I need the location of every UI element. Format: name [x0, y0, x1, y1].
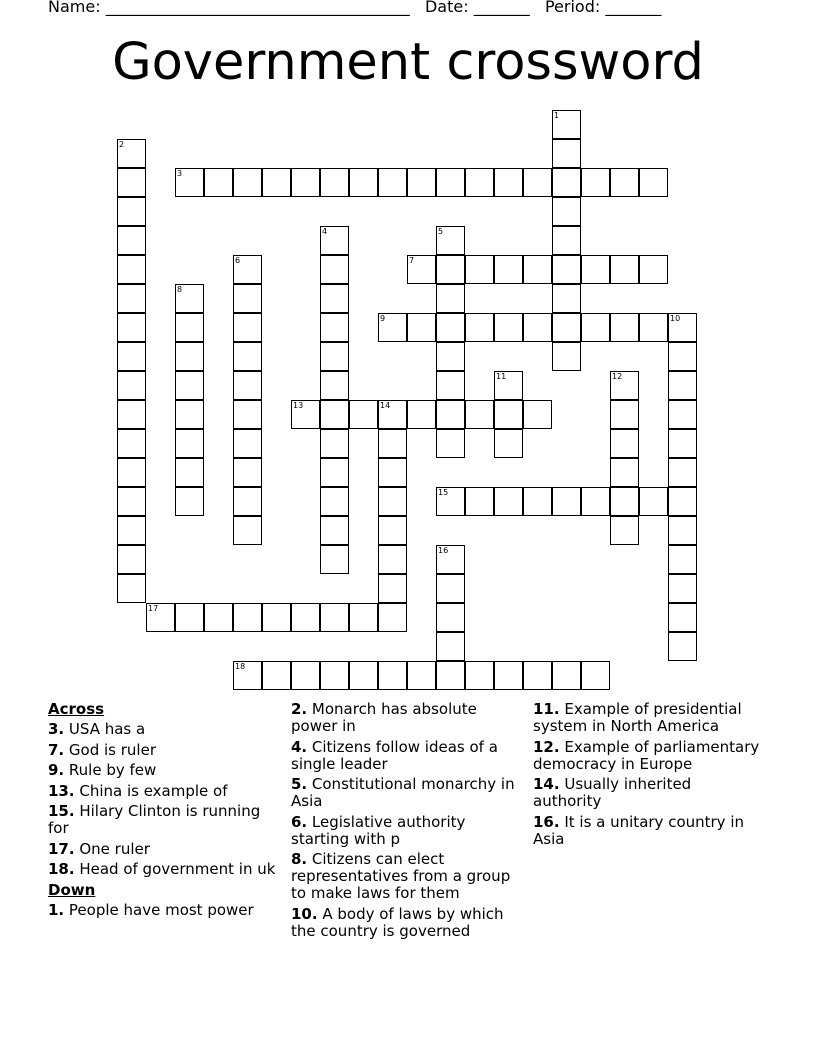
crossword-cell[interactable]: [552, 284, 581, 313]
crossword-cell[interactable]: [668, 429, 697, 458]
clue-number-label: 12.: [533, 737, 560, 756]
clue-item: [291, 776, 526, 810]
clue-text: People have most power: [64, 900, 254, 919]
crossword-cell[interactable]: [552, 197, 581, 226]
crossword-cell[interactable]: [523, 313, 552, 342]
clue-number-label: 2.: [291, 700, 308, 718]
clue-number-label: 10.: [291, 904, 318, 923]
date-line[interactable]: _______: [473, 0, 530, 16]
crossword-cell[interactable]: [610, 487, 639, 516]
crossword-cell[interactable]: [349, 168, 378, 197]
crossword-cell[interactable]: [320, 487, 349, 516]
crossword-cell[interactable]: [262, 661, 291, 690]
crossword-cell[interactable]: [610, 168, 639, 197]
crossword-cell[interactable]: [494, 429, 523, 458]
crossword-cell[interactable]: [117, 284, 146, 313]
crossword-cell[interactable]: [407, 400, 436, 429]
crossword-cell[interactable]: [349, 400, 378, 429]
crossword-cell[interactable]: [233, 342, 262, 371]
crossword-cell[interactable]: [320, 371, 349, 400]
clue-item: [48, 803, 278, 837]
clue-column-2: [291, 701, 526, 943]
crossword-cell[interactable]: [117, 139, 146, 168]
crossword-cell[interactable]: [175, 400, 204, 429]
crossword-cell[interactable]: [320, 429, 349, 458]
crossword-cell[interactable]: [552, 139, 581, 168]
crossword-cell[interactable]: [117, 574, 146, 603]
crossword-cell[interactable]: [581, 168, 610, 197]
clue-text: Rule by few: [64, 761, 157, 779]
clue-number: 2: [119, 140, 125, 149]
crossword-cell[interactable]: [378, 603, 407, 632]
crossword-cell[interactable]: [494, 255, 523, 284]
crossword-cell[interactable]: [204, 168, 233, 197]
crossword-cell[interactable]: [552, 110, 581, 139]
crossword-cell[interactable]: [175, 284, 204, 313]
clue-item: [291, 814, 526, 848]
crossword-cell[interactable]: [378, 545, 407, 574]
clue-number-label: 1.: [48, 900, 65, 919]
crossword-cell[interactable]: [349, 661, 378, 690]
crossword-cell[interactable]: [378, 487, 407, 516]
crossword-cell[interactable]: [320, 458, 349, 487]
crossword-cell[interactable]: [668, 487, 697, 516]
crossword-cell[interactable]: [436, 168, 465, 197]
crossword-cell[interactable]: [610, 400, 639, 429]
clue-text: A body of laws by which the country is governed: [291, 904, 504, 940]
clue-text: Citizens follow ideas of a single leader: [291, 737, 498, 773]
crossword-cell[interactable]: [407, 313, 436, 342]
clue-item: [291, 701, 526, 735]
crossword-cell[interactable]: [175, 487, 204, 516]
down-heading: Down: [48, 880, 96, 899]
clue-text: It is a unitary country in Asia: [533, 812, 745, 848]
crossword-cell[interactable]: [175, 429, 204, 458]
clue-number-label: 17.: [48, 839, 75, 858]
crossword-cell[interactable]: [610, 255, 639, 284]
crossword-cell[interactable]: [233, 603, 262, 632]
crossword-cell[interactable]: [436, 661, 465, 690]
name-label: Name:: [48, 0, 101, 16]
crossword-cell[interactable]: [291, 603, 320, 632]
crossword-cell[interactable]: [552, 342, 581, 371]
crossword-cell[interactable]: [436, 313, 465, 342]
crossword-cell[interactable]: [291, 400, 320, 429]
clue-text: Head of government in uk: [74, 860, 276, 878]
crossword-cell[interactable]: [465, 168, 494, 197]
crossword-cell[interactable]: [494, 168, 523, 197]
crossword-cell[interactable]: [552, 226, 581, 255]
clue-number-label: 11.: [533, 700, 560, 718]
clue-number-label: 4.: [291, 737, 308, 756]
crossword-cell[interactable]: [320, 516, 349, 545]
crossword-cell[interactable]: [117, 168, 146, 197]
crossword-cell[interactable]: [436, 226, 465, 255]
clue-number: 7: [409, 256, 415, 265]
crossword-cell[interactable]: [465, 255, 494, 284]
clue-text: Usually inherited authority: [533, 775, 692, 810]
crossword-cell[interactable]: [233, 429, 262, 458]
crossword-cell[interactable]: [378, 458, 407, 487]
crossword-cell[interactable]: [668, 574, 697, 603]
clue-number-label: 3.: [48, 720, 65, 738]
crossword-cell[interactable]: [233, 400, 262, 429]
clue-item: [48, 721, 278, 738]
crossword-cell[interactable]: [320, 313, 349, 342]
across-heading: Across: [48, 700, 105, 718]
crossword-cell[interactable]: [117, 226, 146, 255]
crossword-cell[interactable]: [494, 661, 523, 690]
crossword-cell[interactable]: [581, 313, 610, 342]
clue-item: [48, 742, 278, 759]
crossword-cell[interactable]: [117, 197, 146, 226]
clue-item: [48, 841, 278, 858]
crossword-cell[interactable]: [175, 313, 204, 342]
clue-number-label: 14.: [533, 775, 560, 793]
crossword-cell[interactable]: [117, 545, 146, 574]
crossword-cell[interactable]: [436, 429, 465, 458]
crossword-cell[interactable]: [117, 342, 146, 371]
crossword-cell[interactable]: [117, 371, 146, 400]
crossword-cell[interactable]: [233, 255, 262, 284]
clue-number-label: 6.: [291, 812, 308, 831]
crossword-cell[interactable]: [436, 574, 465, 603]
clue-number: 14: [380, 401, 391, 410]
crossword-cell[interactable]: [233, 487, 262, 516]
clue-number: 13: [293, 401, 304, 410]
clue-item: [48, 902, 278, 919]
crossword-cell[interactable]: [204, 603, 233, 632]
crossword-cell[interactable]: [233, 284, 262, 313]
crossword-cell[interactable]: [233, 168, 262, 197]
crossword-cell[interactable]: [639, 487, 668, 516]
clue-text: Example of parliamentary democracy in Europe: [533, 737, 760, 773]
down-clue-list-2: [291, 701, 526, 940]
crossword-cell[interactable]: [523, 168, 552, 197]
crossword-cell[interactable]: [175, 603, 204, 632]
clue-number-label: 9.: [48, 761, 65, 779]
clue-number-label: 5.: [291, 775, 308, 793]
crossword-cell[interactable]: [320, 284, 349, 313]
clue-item: [291, 851, 526, 902]
crossword-cell[interactable]: [465, 661, 494, 690]
crossword-cell[interactable]: [117, 429, 146, 458]
crossword-cell[interactable]: [320, 255, 349, 284]
crossword-cell[interactable]: [320, 400, 349, 429]
crossword-cell[interactable]: [378, 574, 407, 603]
clue-number: 10: [670, 314, 681, 323]
clue-item: [533, 776, 761, 810]
crossword-cell[interactable]: [668, 371, 697, 400]
period-line[interactable]: _______: [605, 0, 662, 16]
crossword-cell[interactable]: [117, 487, 146, 516]
crossword-cell[interactable]: [494, 400, 523, 429]
clue-number: 4: [322, 227, 328, 236]
crossword-cell[interactable]: [378, 313, 407, 342]
crossword-cell[interactable]: [668, 400, 697, 429]
crossword-cell[interactable]: [262, 168, 291, 197]
crossword-cell[interactable]: [436, 487, 465, 516]
clue-item: [533, 701, 761, 735]
crossword-cell[interactable]: [436, 545, 465, 574]
clue-number-label: 8.: [291, 850, 308, 868]
clue-number: 8: [177, 285, 183, 294]
crossword-cell[interactable]: [639, 255, 668, 284]
clue-text: Constitutional monarchy in Asia: [291, 775, 515, 810]
crossword-cell[interactable]: [233, 313, 262, 342]
crossword-cell[interactable]: [117, 255, 146, 284]
crossword-cell[interactable]: [552, 168, 581, 197]
across-clue-list: [48, 721, 278, 878]
crossword-cell[interactable]: [668, 603, 697, 632]
crossword-cell[interactable]: [378, 429, 407, 458]
crossword-cell[interactable]: [233, 371, 262, 400]
clue-number: 11: [496, 372, 507, 381]
crossword-cell[interactable]: [233, 458, 262, 487]
crossword-cell[interactable]: [552, 487, 581, 516]
clue-number-label: 15.: [48, 802, 75, 820]
crossword-cell[interactable]: [465, 487, 494, 516]
crossword-cell[interactable]: [436, 400, 465, 429]
crossword-cell[interactable]: [610, 429, 639, 458]
crossword-cell[interactable]: [436, 255, 465, 284]
date-label: Date:: [424, 0, 469, 16]
crossword-cell[interactable]: [610, 313, 639, 342]
clue-text: One ruler: [74, 839, 150, 858]
crossword-cell[interactable]: [262, 603, 291, 632]
crossword-cell[interactable]: [117, 516, 146, 545]
clue-text: Example of presidential system in North America: [533, 700, 742, 735]
page-title: Government crossword: [112, 33, 704, 92]
crossword-cell[interactable]: [639, 168, 668, 197]
crossword-cell[interactable]: [175, 168, 204, 197]
clue-number: 17: [148, 604, 159, 613]
crossword-cell[interactable]: [378, 516, 407, 545]
clue-text: Citizens can elect representatives from a group to make laws for them: [291, 850, 511, 902]
crossword-cell[interactable]: [436, 632, 465, 661]
clue-item: [291, 906, 526, 940]
crossword-cell[interactable]: [117, 400, 146, 429]
crossword-cell[interactable]: [436, 371, 465, 400]
crossword-cell[interactable]: [320, 168, 349, 197]
clue-text: USA has a: [64, 720, 146, 738]
crossword-cell[interactable]: [320, 545, 349, 574]
crossword-cell[interactable]: [668, 458, 697, 487]
crossword-cell[interactable]: [436, 342, 465, 371]
name-line[interactable]: ______________________________________: [105, 0, 410, 16]
crossword-cell[interactable]: [465, 313, 494, 342]
crossword-cell[interactable]: [320, 226, 349, 255]
clue-item: [48, 783, 278, 800]
crossword-cell[interactable]: [494, 487, 523, 516]
clue-number: 15: [438, 488, 449, 497]
clue-text: Hilary Clinton is running for: [48, 802, 261, 837]
crossword-cell[interactable]: [291, 168, 320, 197]
clue-item: [533, 739, 761, 773]
crossword-cell[interactable]: [581, 661, 610, 690]
crossword-cell[interactable]: [175, 371, 204, 400]
crossword-cell[interactable]: [233, 516, 262, 545]
crossword-cell[interactable]: [668, 545, 697, 574]
clue-text: China is example of: [74, 781, 228, 800]
clue-number-label: 16.: [533, 812, 560, 831]
crossword-cell[interactable]: [117, 313, 146, 342]
clue-number: 18: [235, 662, 246, 671]
clue-number-label: 18.: [48, 860, 75, 878]
crossword-cell[interactable]: [117, 458, 146, 487]
clue-number: 16: [438, 546, 449, 555]
crossword-cell[interactable]: [320, 661, 349, 690]
crossword-cell[interactable]: [407, 255, 436, 284]
crossword-cell[interactable]: [407, 168, 436, 197]
crossword-cell[interactable]: [523, 255, 552, 284]
crossword-cell[interactable]: [639, 313, 668, 342]
crossword-cell[interactable]: [523, 487, 552, 516]
crossword-cell[interactable]: [552, 313, 581, 342]
crossword-cell[interactable]: [320, 603, 349, 632]
crossword-cell[interactable]: [146, 603, 175, 632]
clue-number: 12: [612, 372, 623, 381]
clue-number: 5: [438, 227, 444, 236]
down-clue-list-3: [533, 701, 761, 848]
clue-number: 6: [235, 256, 241, 265]
crossword-cell[interactable]: [320, 342, 349, 371]
clue-number: 3: [177, 169, 183, 178]
crossword-cell[interactable]: [494, 313, 523, 342]
down-clue-list-1: [48, 902, 278, 919]
crossword-cell[interactable]: [523, 661, 552, 690]
crossword-cell[interactable]: [175, 458, 204, 487]
clue-number-label: 7.: [48, 740, 65, 759]
clue-column-1: [48, 701, 278, 922]
crossword-cell[interactable]: [407, 661, 436, 690]
clue-number: 9: [380, 314, 386, 323]
crossword-cell[interactable]: [436, 284, 465, 313]
clue-item: [48, 762, 278, 779]
crossword-cell[interactable]: [233, 661, 262, 690]
crossword-cell[interactable]: [494, 371, 523, 400]
crossword-cell[interactable]: [291, 661, 320, 690]
clue-text: Monarch has absolute power in: [291, 700, 477, 735]
crossword-cell[interactable]: [581, 255, 610, 284]
crossword-cell[interactable]: [378, 168, 407, 197]
crossword-cell[interactable]: [378, 661, 407, 690]
crossword-cell[interactable]: [610, 458, 639, 487]
crossword-cell[interactable]: [552, 661, 581, 690]
crossword-cell[interactable]: [552, 255, 581, 284]
crossword-cell[interactable]: [610, 516, 639, 545]
crossword-cell[interactable]: [436, 603, 465, 632]
crossword-cell[interactable]: [610, 371, 639, 400]
crossword-cell[interactable]: [175, 342, 204, 371]
clue-item: [533, 814, 761, 848]
crossword-cell[interactable]: [668, 516, 697, 545]
clue-item: [48, 861, 278, 878]
crossword-cell[interactable]: [581, 487, 610, 516]
clue-item: [291, 739, 526, 773]
crossword-cell[interactable]: [349, 603, 378, 632]
period-label: Period:: [544, 0, 601, 16]
crossword-cell[interactable]: [668, 342, 697, 371]
clue-text: God is ruler: [64, 740, 156, 759]
clue-text: Legislative authority starting with p: [291, 812, 466, 848]
crossword-cell[interactable]: [465, 400, 494, 429]
clue-number: 1: [554, 111, 560, 120]
crossword-cell[interactable]: [668, 313, 697, 342]
crossword-cell[interactable]: [378, 400, 407, 429]
crossword-cell[interactable]: [523, 400, 552, 429]
clue-column-3: [533, 701, 761, 851]
crossword-cell[interactable]: [668, 632, 697, 661]
clue-number-label: 13.: [48, 781, 75, 800]
